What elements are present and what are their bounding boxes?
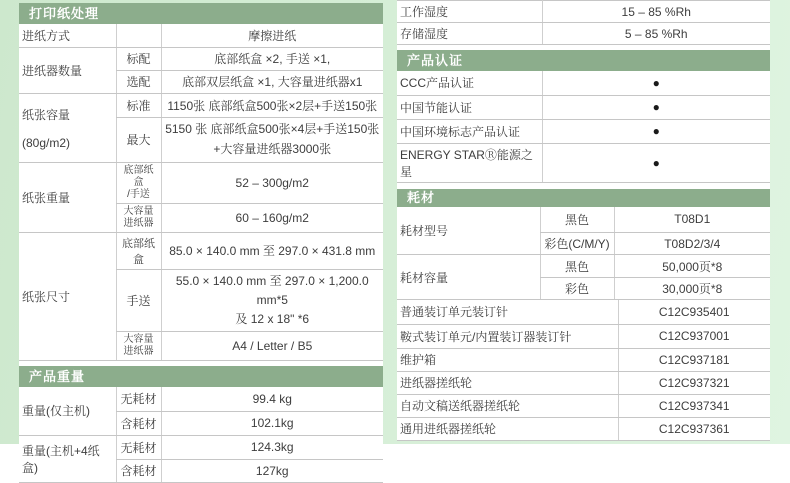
- weight-row-value: 127kg: [161, 459, 383, 482]
- feeder-std-value: 底部纸盒 ×2, 手送 ×1,: [161, 47, 383, 70]
- capacity-std-value: 1150张 底部纸盒500张×2层+手送150张: [161, 93, 383, 117]
- table-row: [19, 387, 383, 411]
- filled-dot-icon: ●: [542, 71, 770, 95]
- part-label: 通用进纸器搓纸轮: [397, 417, 618, 440]
- table-row: [19, 162, 383, 203]
- paper-size-sub3-line2: 进纸器: [123, 346, 154, 358]
- capacity-black-value: 50,000页*8: [614, 255, 770, 278]
- paper-weight-sub2-line1: 大容量: [123, 205, 154, 217]
- storage-humidity-value: 5 – 85 %Rh: [542, 23, 770, 45]
- cert-environment-label: 中国环境标志产品认证: [397, 119, 542, 143]
- table-row: [397, 23, 770, 45]
- feeder-opt-value: 底部双层纸盒 ×1, 大容量进纸器x1: [161, 70, 383, 93]
- capacity-color-label: 彩色: [540, 278, 614, 300]
- paper-weight-sub1-line1: 底部纸盒: [123, 164, 154, 188]
- cert-energy-star-label: ENERGY STARⓇ能源之星: [397, 143, 542, 182]
- table-row: [397, 324, 770, 348]
- weight-row-sub: 含耗材: [116, 411, 161, 435]
- paper-capacity-label: [19, 93, 116, 162]
- paper-capacity-label-line1: 纸张容量: [22, 107, 71, 122]
- table-row: [397, 207, 770, 233]
- weight-row-value: 99.4 kg: [161, 387, 383, 411]
- capacity-max-value-line2: +大容量进纸器3000张: [213, 141, 332, 156]
- feed-method-label: 进纸方式: [19, 24, 116, 47]
- operating-humidity-value: 15 – 85 %Rh: [542, 1, 770, 23]
- table-row: [397, 371, 770, 394]
- paper-size-label: 纸张尺寸: [19, 232, 116, 361]
- paper-size-sub3-value: A4 / Letter / B5: [161, 332, 383, 361]
- filled-dot-icon: ●: [542, 143, 770, 182]
- capacity-black-label: 黑色: [540, 255, 614, 278]
- part-code: C12C937341: [618, 394, 770, 417]
- weight-with-cassettes-label: 重量(主机+4纸盒): [19, 435, 116, 482]
- part-code: C12C937001: [618, 324, 770, 348]
- paper-weight-sub2-label: [116, 203, 161, 232]
- part-label: 维护箱: [397, 348, 618, 371]
- table-row: [19, 47, 383, 70]
- consumables-table: [397, 207, 770, 301]
- model-color-label: 彩色(C/M/Y): [540, 233, 614, 255]
- weight-main-unit-label: 重量(仅主机): [19, 387, 116, 435]
- consumable-model-label: 耗材型号: [397, 207, 540, 255]
- paper-size-sub1-label: 底部纸盒: [116, 232, 161, 269]
- cert-ccc-label: CCC产品认证: [397, 71, 542, 95]
- feed-method-sub-empty: [116, 24, 161, 47]
- part-label: 鞍式装订单元/内置装订器装订针: [397, 324, 618, 348]
- capacity-max-label: 最大: [116, 117, 161, 162]
- paper-weight-sub1-value: 52 – 300g/m2: [161, 162, 383, 203]
- weight-row-value: 124.3kg: [161, 435, 383, 459]
- consumable-parts-table: [397, 300, 770, 441]
- part-label: 自动文稿送纸器搓纸轮: [397, 394, 618, 417]
- feeder-opt-label: 选配: [116, 70, 161, 93]
- consumable-capacity-label: 耗材容量: [397, 255, 540, 300]
- paper-weight-sub2-line2: 进纸器: [123, 217, 154, 229]
- paper-size-sub2-value-line2: 及 12 x 18" *6: [235, 311, 310, 326]
- section-header-certification: 产品认证: [397, 50, 770, 71]
- part-label: 普通装订单元装订针: [397, 300, 618, 324]
- table-row: [397, 1, 770, 23]
- part-code: C12C937181: [618, 348, 770, 371]
- table-row: [19, 232, 383, 269]
- model-black-label: 黑色: [540, 207, 614, 233]
- capacity-max-value-line1: 5150 张 底部纸盒500张×4层+手送150张: [165, 122, 380, 137]
- part-code: C12C935401: [618, 300, 770, 324]
- section-header-paper-handling: 打印纸处理: [19, 3, 383, 24]
- paper-size-sub2-label: 手送: [116, 269, 161, 332]
- table-row: [397, 95, 770, 119]
- table-row: [19, 435, 383, 459]
- filled-dot-icon: ●: [542, 119, 770, 143]
- weight-row-sub: 含耗材: [116, 459, 161, 482]
- weight-row-sub: 无耗材: [116, 387, 161, 411]
- paper-size-sub3-label: [116, 332, 161, 361]
- paper-size-sub3-line1: 大容量: [123, 334, 154, 346]
- certification-table: [397, 71, 770, 183]
- right-column: [397, 0, 770, 441]
- paper-handling-table: [19, 24, 383, 361]
- table-row: [397, 255, 770, 278]
- paper-capacity-label-line2: (80g/m2): [22, 135, 71, 150]
- cert-energy-saving-label: 中国节能认证: [397, 95, 542, 119]
- table-row: [397, 71, 770, 95]
- section-header-product-weight: 产品重量: [19, 366, 383, 387]
- weight-row-sub: 无耗材: [116, 435, 161, 459]
- paper-size-sub2-value: [161, 269, 383, 332]
- weight-row-value: 102.1kg: [161, 411, 383, 435]
- part-code: C12C937321: [618, 371, 770, 394]
- section-header-consumables: 耗材: [397, 189, 770, 207]
- table-row: [397, 348, 770, 371]
- capacity-max-value: [161, 117, 383, 162]
- table-row: [19, 93, 383, 117]
- table-row: [397, 143, 770, 182]
- table-row: [397, 394, 770, 417]
- filled-dot-icon: ●: [542, 95, 770, 119]
- feeder-std-label: 标配: [116, 47, 161, 70]
- table-row: [397, 300, 770, 324]
- product-weight-table: [19, 387, 383, 483]
- table-row: [397, 119, 770, 143]
- paper-weight-sub1-line2: /手送: [127, 188, 150, 200]
- operating-humidity-label: 工作湿度: [397, 1, 542, 23]
- model-black-value: T08D1: [614, 207, 770, 233]
- environment-table: [397, 0, 770, 45]
- part-label: 进纸器搓纸轮: [397, 371, 618, 394]
- feed-method-value: 摩擦进纸: [161, 24, 383, 47]
- table-row: [19, 24, 383, 47]
- feeder-count-label: 进纸器数量: [19, 47, 116, 93]
- table-row: [397, 417, 770, 440]
- storage-humidity-label: 存储湿度: [397, 23, 542, 45]
- capacity-color-value: 30,000页*8: [614, 278, 770, 300]
- paper-size-sub2-value-line1: 55.0 × 140.0 mm 至 297.0 × 1,200.0 mm*5: [175, 273, 369, 307]
- model-color-value: T08D2/3/4: [614, 233, 770, 255]
- left-column: [19, 3, 383, 483]
- part-code: C12C937361: [618, 417, 770, 440]
- paper-weight-sub2-value: 60 – 160g/m2: [161, 203, 383, 232]
- paper-weight-sub1-label: [116, 162, 161, 203]
- capacity-std-label: 标准: [116, 93, 161, 117]
- paper-weight-label: 纸张重量: [19, 162, 116, 232]
- paper-size-sub1-value: 85.0 × 140.0 mm 至 297.0 × 431.8 mm: [161, 232, 383, 269]
